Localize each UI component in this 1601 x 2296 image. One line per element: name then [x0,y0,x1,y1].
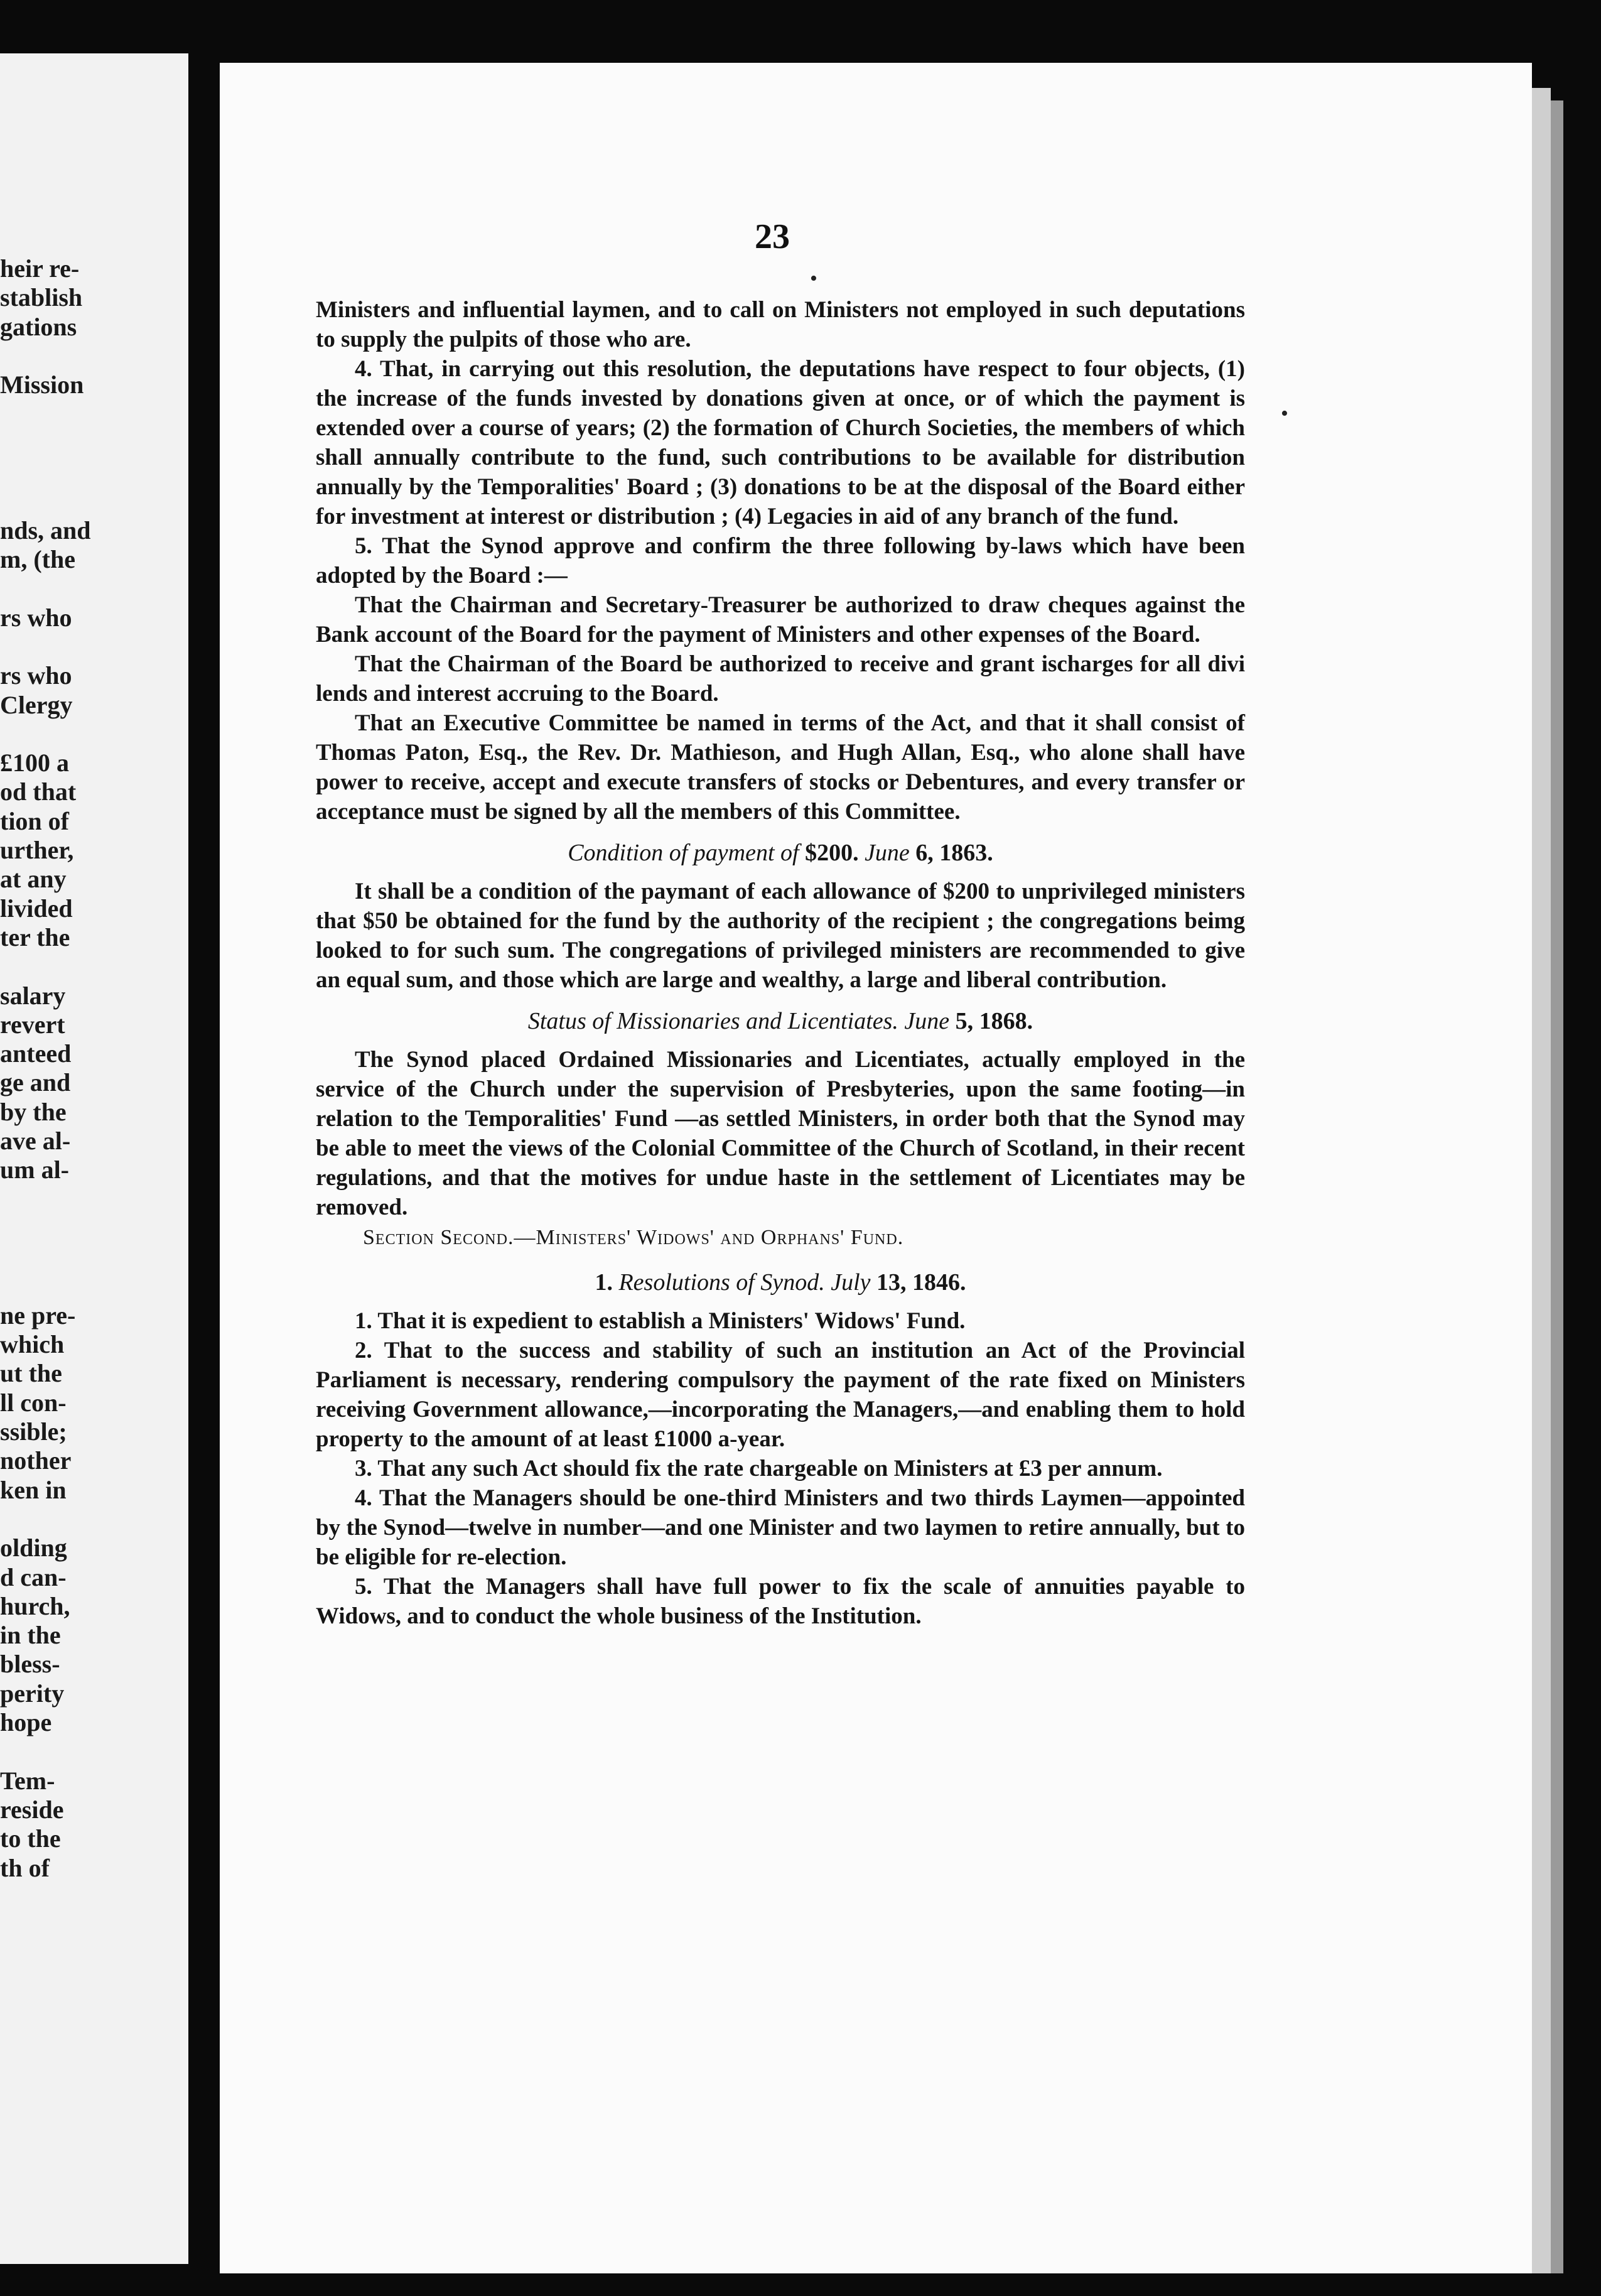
facing-page-line: ssible; [0,1417,67,1446]
paragraph: 2. That to the success and stability of such an institution an Act of the Provincial Parliament is necessary, rendering compulsory the payment of the rate fixed on Ministers receiving Government allowance,—incorporating the Managers,—and enabling them to hold property to the amount of at least £1000 a-year. [316,1338,1245,1452]
facing-page-line: by the [0,1097,67,1126]
page-edge-shadow [1551,100,1563,2273]
paragraph: 5. That the Managers shall have full power to fix the scale of annuities payable to Widows, and to conduct the whole business of the Institution. [316,1574,1245,1629]
facing-page-line: in the [0,1621,61,1650]
facing-page-line: revert [0,1010,65,1039]
facing-page-line: d can- [0,1562,67,1591]
facing-page-line: ter the [0,923,70,951]
heading-part: Status of Missionaries and Licentiates. [527,1008,898,1034]
facing-page-line: ken in [0,1475,67,1504]
facing-page-line: to the [0,1824,61,1853]
paragraph: It shall be a condition of the paymant of each allowance of $200 to unprivileged ministers that $50 be obtained for the fund by the authority of the recipient ; the congregations beimg looked to for such sum. The congregations of privileged ministers are recommended to give an equal sum, and those which are large and wealthy, a large and liberal contribution. [316,879,1245,993]
heading-part: June [865,840,910,866]
facing-page-line: hurch, [0,1591,70,1620]
paragraph: That an Executive Committee be named in terms of the Act, and that it shall consist of Thomas Paton, Esq., the Rev. Dr. Mathieson, and Hugh Allan, Esq., who alone shall have power to receive, accept and execute transfers of stocks or Debentures, and every transfer or acceptance must be signed by all the members of this Committee. [316,710,1245,825]
facing-page-line: Clergy [0,690,73,719]
facing-page-line: which [0,1330,65,1359]
facing-page-line: gations [0,312,77,341]
section-heading [316,838,1245,868]
heading-part: July [831,1269,871,1296]
heading-part: 1. [595,1269,619,1296]
heading-part [825,1269,831,1296]
heading-part: 13, 1846. [870,1269,966,1296]
facing-page-line: m, (the [0,545,75,573]
body-text [316,295,1245,1631]
paragraph: That the Chairman of the Board be authorized to receive and grant ischarges for all divi lends and interest accruing to the Board. [316,651,1245,707]
print-speck: • [1281,402,1288,425]
facing-page-line: urther, [0,836,74,864]
facing-page-line: rs who [0,661,72,690]
facing-page-line: tion of [0,806,69,835]
facing-page-line: ll con- [0,1388,67,1417]
facing-page-line: hope [0,1708,52,1736]
print-speck: • [810,267,817,290]
facing-page-line: th of [0,1853,50,1882]
page-number: 23 [755,217,790,256]
facing-page-line: bless- [0,1650,60,1679]
facing-page-line: stablish [0,283,83,312]
heading-part: 6, 1863. [909,840,993,866]
facing-page-line: salary [0,981,66,1010]
facing-page-line: ave al- [0,1127,71,1155]
facing-page-line: livided [0,894,73,923]
facing-page-line: ne pre- [0,1301,76,1329]
facing-page-line: nother [0,1446,72,1475]
facing-page-line: ut the [0,1359,62,1388]
heading-part: 5, 1868. [949,1008,1033,1034]
paragraph: Ministers and influential laymen, and to call on Ministers not employed in such deputations to supply the pulpits of those who are. [316,297,1245,352]
section-heading [316,1267,1245,1297]
facing-page-line: Tem- [0,1766,55,1795]
heading-part: Resolutions of Synod. [618,1269,825,1296]
facing-page-line: um al- [0,1156,69,1184]
facing-page-line: olding [0,1534,67,1562]
facing-page-line: nds, and [0,516,91,544]
facing-page-line: heir re- [0,254,80,283]
facing-page-line: perity [0,1679,65,1708]
heading-part: Condition of payment of [568,840,799,866]
heading-part [898,1008,905,1034]
facing-page-line: ge and [0,1068,71,1097]
facing-page-fragment [0,53,188,2264]
facing-page-line: reside [0,1795,64,1824]
facing-page-line: anteed [0,1039,72,1068]
heading-part: $200. [799,840,865,866]
facing-page-line: £100 a [0,749,69,777]
paragraph: 4. That, in carrying out this resolution, the deputations have respect to four objects, (1) the increase of the funds invested by donations given at once, or of which the payment is extended over a course of years; (2) the formation of Church Societies, the members of which shall annually contribute to the fund, such contributions to be available for distribution annually by the Temporalities' Board ; (3) donations to be at the disposal of the Board either for investment at interest or distribution ; (4) Legacies in aid of any branch of the fund. [316,356,1245,529]
facing-page-line: od that [0,777,77,806]
paragraph: 1. That it is expedient to establish a Ministers' Widows' Fund. [355,1308,966,1334]
paragraph: 3. That any such Act should fix the rate chargeable on Ministers at £3 per annum. [355,1456,1163,1481]
paragraph: 4. That the Managers should be one-third Ministers and two thirds Laymen—appointed by the Synod—twelve in number—and one Minister and two laymen to retire annually, but to be eligible for re-election. [316,1485,1245,1570]
heading-part: June [904,1008,950,1034]
book-gutter [188,0,220,2296]
facing-page-line: at any [0,865,67,894]
facing-page-line: Mission [0,371,84,399]
paragraph: 5. That the Synod approve and confirm the three following by-laws which have been adopted by the Board :— [316,533,1245,588]
section-heading [316,1006,1245,1036]
facing-page-line: rs who [0,603,72,632]
section-title: Section Second.—Ministers' Widows' and Orphans' Fund. [363,1226,904,1249]
page-edge [1532,88,1551,2273]
paragraph: That the Chairman and Secretary-Treasurer be authorized to draw cheques against the Bank account of the Board for the payment of Ministers and other expenses of the Board. [316,592,1245,647]
paragraph: The Synod placed Ordained Missionaries and Licentiates, actually employed in the service of the Church under the supervision of Presbyteries, upon the same footing—in relation to the Temporalities' Fund —as settled Ministers, in order both that the Synod may be able to meet the views of the Colonial Committee of the Church of Scotland, in their recent regulations, and that the motives for undue haste in the settlement of Licentiates may be removed. [316,1047,1245,1220]
